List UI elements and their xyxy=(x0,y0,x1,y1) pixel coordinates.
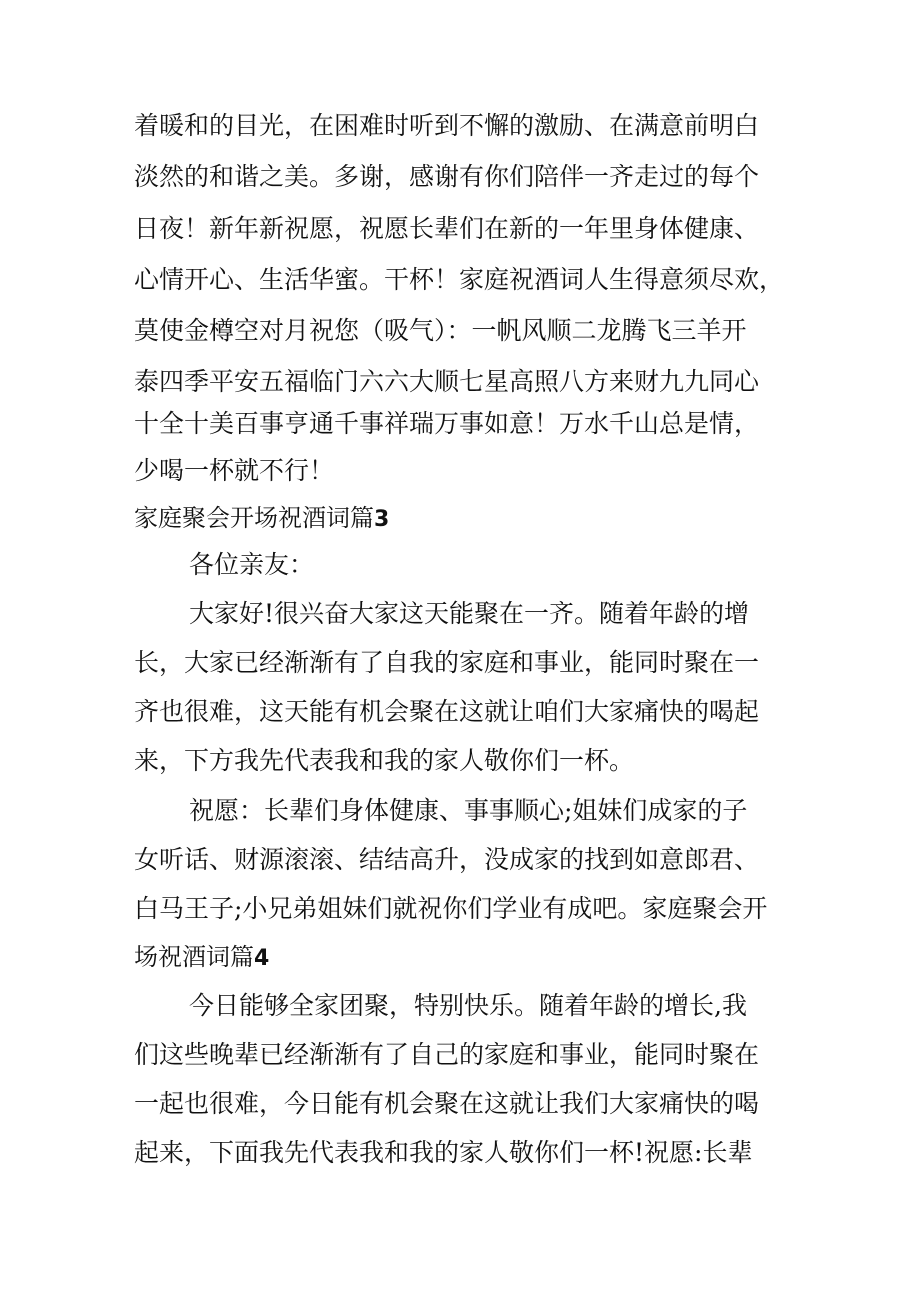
paragraph-line: 今日能够全家团聚，特别快乐。随着年龄的增长,我 xyxy=(189,991,747,1020)
paragraph-line: 齐也很难，这天能有机会聚在这就让咱们大家痛快的喝起 xyxy=(134,697,760,726)
text-line: 日夜！新年新祝愿，祝愿长辈们在新的一年里身体健康、 xyxy=(134,214,760,243)
paragraph-line: 一起也很难，今日能有机会聚在这就让我们大家痛快的喝 xyxy=(134,1089,760,1118)
paragraph-line: 起来，下面我先代表我和我的家人敬你们一杯!祝愿:长辈 xyxy=(134,1138,753,1167)
paragraph-line: 们这些晚辈已经渐渐有了自己的家庭和事业，能同时聚在 xyxy=(134,1040,760,1069)
section-heading-4 xyxy=(134,937,920,977)
heading-number: 4 xyxy=(254,946,270,971)
text-line: 泰四季平安五福临门六六大顺七星高照八方来财九九同心 xyxy=(134,367,760,396)
greeting: 各位亲友： xyxy=(189,550,315,579)
text-line: 十全十美百事亨通千事祥瑞万事如意！万水千山总是情， xyxy=(134,409,760,438)
section-heading-3 xyxy=(134,498,920,538)
text-line: 少喝一杯就不行！ xyxy=(134,456,335,485)
text-line: 淡然的和谐之美。多谢，感谢有你们陪伴一齐走过的每个 xyxy=(134,162,760,191)
text-line: 着暖和的目光，在困难时听到不懈的激励、在满意前明白 xyxy=(134,111,760,140)
text-line: 莫使金樽空对月祝您（吸气）：一帆风顺二龙腾飞三羊开 xyxy=(134,316,747,345)
paragraph-line: 大家好!很兴奋大家这天能聚在一齐。随着年龄的增 xyxy=(189,599,750,628)
heading-text: 家庭聚会开场祝酒词篇 xyxy=(134,504,374,532)
paragraph-line: 长，大家已经渐渐有了自我的家庭和事业，能同时聚在一 xyxy=(134,648,760,677)
paragraph-line: 女听话、财源滚滚、结结高升，没成家的找到如意郎君、 xyxy=(134,845,760,874)
text-line: 心情开心、生活华蜜。干杯！家庭祝酒词人生得意须尽欢， xyxy=(134,265,785,294)
paragraph-line: 祝愿：长辈们身体健康、事事顺心;姐妹们成家的子 xyxy=(189,796,748,825)
paragraph-line: 白马王子;小兄弟姐妹们就祝你们学业有成吧。家庭聚会开 xyxy=(134,894,768,923)
heading-number: 3 xyxy=(374,507,390,532)
heading-text: 场祝酒词篇 xyxy=(134,943,254,971)
paragraph-line: 来，下方我先代表我和我的家人敬你们一杯。 xyxy=(134,746,635,775)
